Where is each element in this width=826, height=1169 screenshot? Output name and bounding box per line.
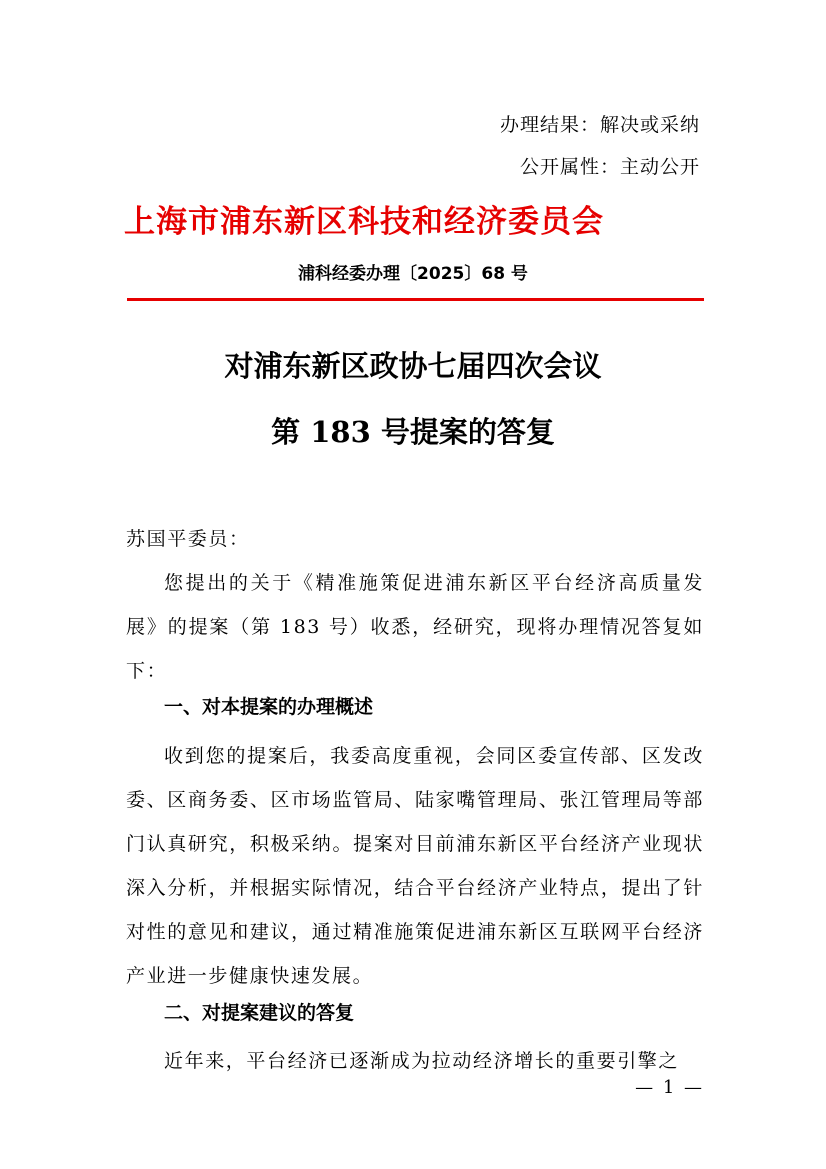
section-heading-2: 二、对提案建议的答复 (164, 1002, 355, 1024)
page-number: — 1 — (635, 1077, 704, 1098)
handling-result: 办理结果：解决或采纳 (499, 114, 700, 136)
issuing-organization: 上海市浦东新区科技和经济委员会 (124, 204, 604, 240)
section-2-paragraph: 近年来，平台经济已逐渐成为拉动经济增长的重要引擎之 (164, 1050, 680, 1072)
disclosure-attribute: 公开属性：主动公开 (519, 156, 700, 178)
red-header-rule (127, 298, 704, 301)
document-title-line-1: 对浦东新区政协七届四次会议 (224, 349, 602, 383)
intro-paragraph: 您提出的关于《精准施策促进浦东新区平台经济高质量发展》的提案（第 183 号）收悉，经研究，现将办理情况答复如下： (126, 572, 704, 682)
section-heading-1: 一、对本提案的办理概述 (164, 696, 374, 718)
document-title-line-2: 第 183 号提案的答复 (271, 415, 555, 449)
document-number: 浦科经委办理〔2025〕68 号 (298, 264, 528, 284)
salutation: 苏国平委员： (126, 528, 250, 550)
section-1-paragraph: 收到您的提案后，我委高度重视，会同区委宣传部、区发改委、区商务委、区市场监管局、陆家嘴管理局、张江管理局等部门认真研究，积极采纳。提案对目前浦东新区平台经济产业现状深入分析，并根据实际情况，结合平台经济产业特点，提出了针对性的意见和建议，通过精准施策促进浦东新区互联网平台经济产业进一步健康快速发展。 (126, 745, 704, 987)
